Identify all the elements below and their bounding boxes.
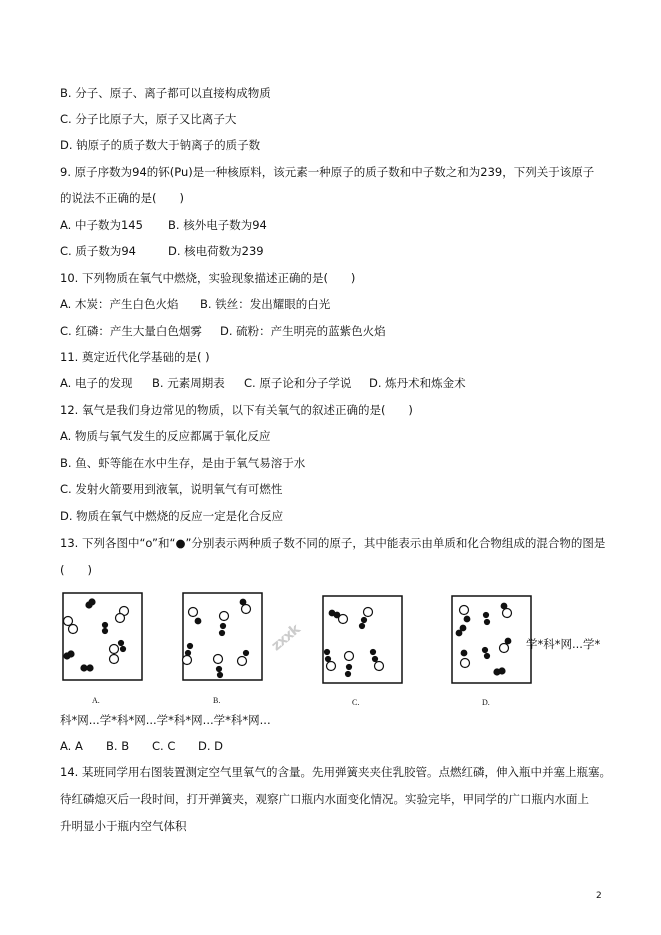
q13-option-a: A. A	[60, 739, 83, 753]
q8-option-d: D. 钠原子的质子数大于钠离子的质子数	[60, 138, 261, 152]
q13-options	[60, 739, 223, 753]
q9-option-d: D. 核电荷数为239	[168, 244, 264, 258]
figure-d-label: D.	[482, 698, 490, 707]
q9-option-b: B. 核外电子数为94	[168, 218, 267, 232]
q10-option-d: D. 硫粉：产生明亮的蓝紫色火焰	[220, 324, 386, 338]
q10-stem: 10. 下列物质在氧气中燃烧，实验现象描述正确的是( )	[60, 271, 356, 285]
q12-stem: 12. 氧气是我们身边常见的物质，以下有关氧气的叙述正确的是( )	[60, 403, 413, 417]
q10-option-c: C. 红磷：产生大量白色烟雾	[60, 324, 202, 338]
watermark-logo: zxxk	[268, 621, 303, 655]
figure-b-label: B.	[213, 696, 221, 705]
figure-a-label: A.	[92, 696, 100, 705]
q13-option-b: B. B	[106, 739, 130, 753]
q9-stem: 9. 原子序数为94的钚(Pu)是一种核原料，该元素一种原子的质子数和中子数之和为239，下列关于该原子	[60, 165, 595, 179]
q10-option-a: A. 木炭：产生白色火焰	[60, 297, 179, 311]
q12-option-c: C. 发射火箭要用到液氧，说明氧气有可燃性	[60, 482, 283, 496]
q11-stem: 11. 奠定近代化学基础的是( )	[60, 350, 210, 364]
figure-a-particles	[64, 599, 129, 671]
q13-figures	[60, 590, 540, 690]
q10-options-cd	[60, 324, 386, 338]
q12-option-a: A. 物质与氧气发生的反应都属于氧化反应	[60, 429, 271, 443]
figure-c-label: C.	[352, 698, 360, 707]
q11-option-a: A. 电子的发现	[60, 376, 133, 390]
q12-option-b: B. 鱼、虾等能在水中生存，是由于氧气易溶于水	[60, 456, 306, 470]
q11-option-c: C. 原子论和分子学说	[244, 376, 352, 390]
q11-option-d: D. 炼丹术和炼金术	[369, 376, 466, 390]
q13-option-d: D. D	[198, 739, 224, 753]
q13-stem-cont: ( )	[60, 563, 92, 577]
page-number: 2	[596, 891, 602, 901]
figure-a-box	[63, 593, 142, 680]
q13-tail-text: 科*网...学*科*网...学*科*网...学*科*网...	[60, 713, 271, 727]
q13-stem: 13. 下列各图中“o”和“●”分别表示两种质子数不同的原子，其中能表示由单质和化合物组成的混合物的图是	[60, 536, 606, 550]
q14-line-2: 待红磷熄灭后一段时间，打开弹簧夹，观察广口瓶内水面变化情况。实验完毕，甲同学的广口瓶内水面上	[60, 792, 589, 806]
q11-options	[60, 376, 466, 390]
q13-option-c: C. C	[152, 739, 176, 753]
figure-c-box	[323, 596, 402, 683]
q12-option-d: D. 物质在氧气中燃烧的反应一定是化合反应	[60, 509, 284, 523]
q13-side-text: 学*科*网...学*	[526, 637, 601, 651]
q8-option-b: B. 分子、原子、离子都可以直接构成物质	[60, 86, 271, 100]
q8-option-c: C. 分子比原子大，原子又比离子大	[60, 112, 237, 126]
q9-options-ab	[60, 218, 267, 232]
q9-option-c: C. 质子数为94	[60, 244, 136, 258]
figure-c-particles	[325, 608, 384, 677]
q14-line-1: 14. 某班同学用右图装置测定空气里氧气的含量。先用弹簧夹夹住乳胶管。点燃红磷，伸入瓶中并塞上瓶塞。	[60, 765, 611, 779]
q9-option-a: A. 中子数为145	[60, 218, 143, 232]
q9-options-cd	[60, 244, 264, 258]
q9-stem-cont: 的说法不正确的是( )	[60, 191, 184, 205]
figure-b-particles	[183, 599, 251, 677]
q10-options-ab	[60, 297, 330, 311]
q11-option-b: B. 元素周期表	[152, 376, 225, 390]
q10-option-b: B. 铁丝：发出耀眼的白光	[200, 297, 331, 311]
q14-line-3: 升明显小于瓶内空气体积	[60, 819, 187, 833]
figure-d-particles	[456, 603, 511, 675]
